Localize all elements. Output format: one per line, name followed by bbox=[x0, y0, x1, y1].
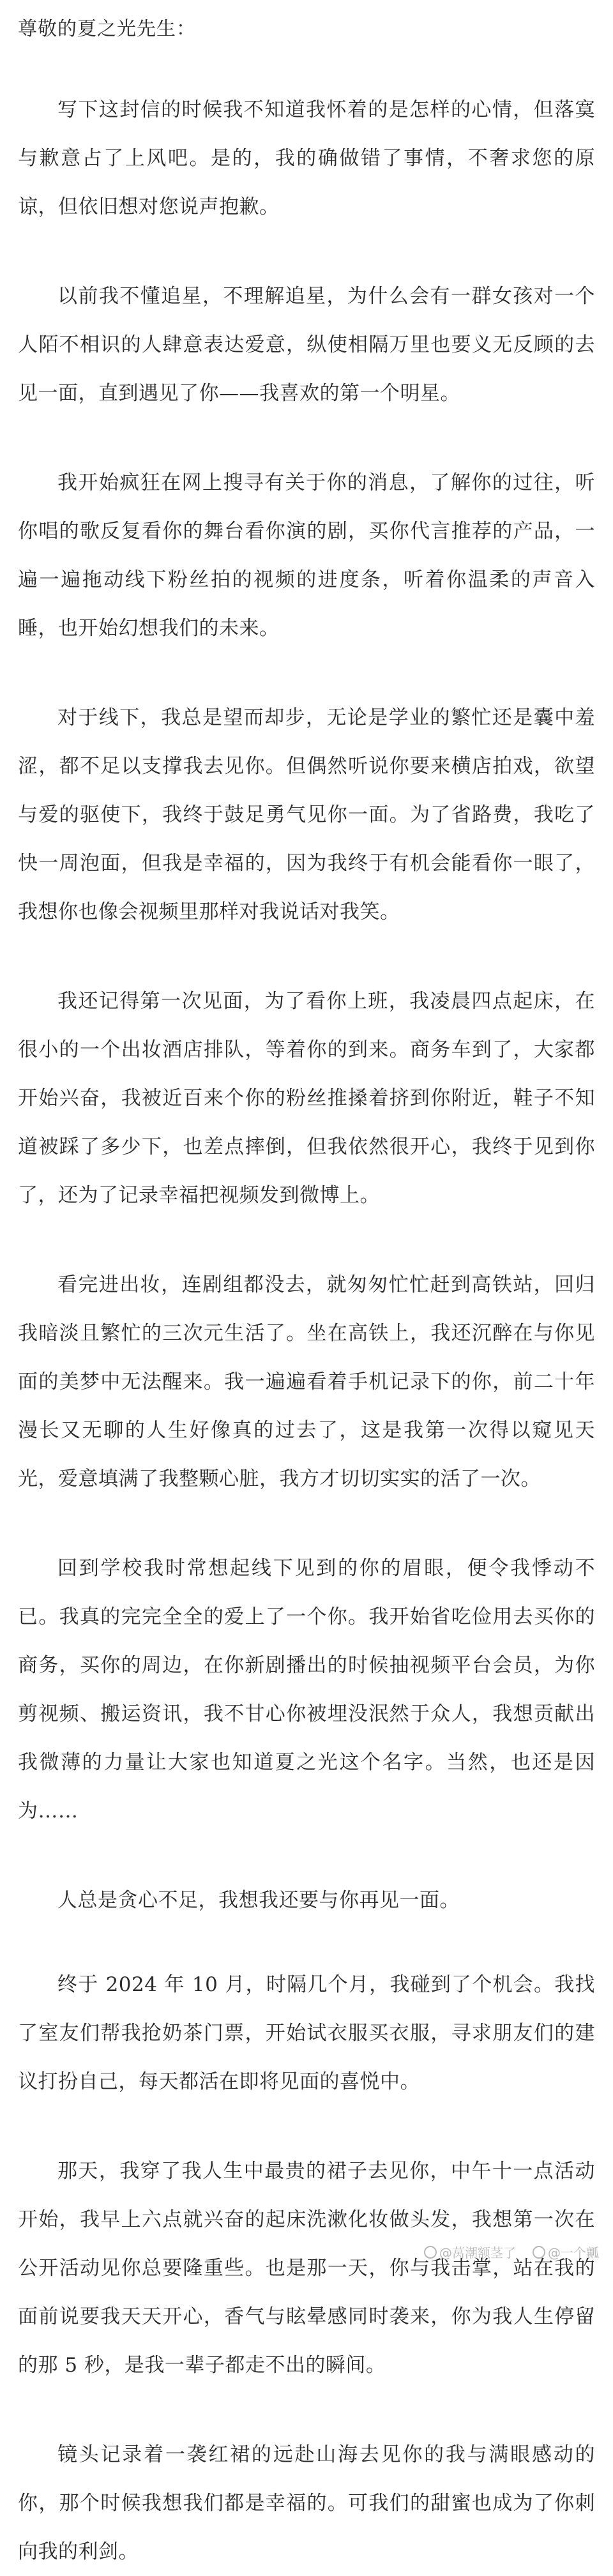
letter-salutation: 尊敬的夏之光先生： bbox=[18, 18, 196, 40]
letter-paragraph: 镜头记录着一袭红裙的远赴山海去见你的我与满眼感动的你，那个时候我想我们都是幸福的。可我们的甜蜜也成为了你刺向我的利剑。 bbox=[18, 2443, 595, 2563]
watermark-right-text: @一个瓤 bbox=[548, 2245, 599, 2261]
watermark-left bbox=[424, 2243, 516, 2261]
letter-paragraph: 对于线下，我总是望而却步，无论是学业的繁忙还是囊中羞涩，都不足以支撑我去见你。但偶然听说你要来横店拍戏，欲望与爱的驱使下，我终于鼓足勇气见你一面。为了省路费，我吃了快一周泡面，但我是幸福的，因为我终于有机会能看你一眼了，我想你也像会视频里那样对我说话对我笑。 bbox=[18, 706, 595, 923]
watermark-right bbox=[533, 2243, 599, 2261]
letter-paragraph: 那天，我穿了我人生中最贵的裙子去见你，中午十一点活动开始，我早上六点就兴奋的起床洗漱化妆做头发，我想第一次在公开活动见你总要隆重些。也是那一天，你与我击掌，站在我的面前说要我天天开心，香气与眩晕感同时袭来，你为我人生停留的那 5 秒，是我一辈子都走不出的瞬间。 bbox=[18, 2160, 595, 2377]
watermark-group bbox=[424, 2243, 599, 2261]
letter-paragraph: 回到学校我时常想起线下见到的你的眉眼，便令我悸动不已。我真的完完全全的爱上了一个你。我开始省吃俭用去买你的商务，买你的周边，在你新剧播出的时候抽视频平台会员，为你剪视频、搬运资讯，我不甘心你被埋没泯然于众人，我想贡献出我微薄的力量让大家也知道夏之光这个名字。当然，也还是因为…… bbox=[18, 1557, 595, 1822]
letter-paragraph: 我还记得第一次见面，为了看你上班，我凌晨四点起床，在很小的一个出妆酒店排队，等着你的到来。商务车到了，大家都开始兴奋，我被近百来个你的粉丝推搡着挤到你附近，鞋子不知道被踩了多少下，也差点摔倒，但我依然很开心，我终于见到你了，还为了记录幸福把视频发到微博上。 bbox=[18, 990, 595, 1207]
letter-paragraph: 人总是贪心不足，我想我还要与你再见一面。 bbox=[57, 1889, 460, 1912]
weibo-icon bbox=[424, 2246, 437, 2259]
watermark-left-text: @莴潮额茎了 bbox=[439, 2245, 516, 2261]
letter-paragraph: 我开始疯狂在网上搜寻有关于你的消息，了解你的过往，听你唱的歌反复看你的舞台看你演的剧，买你代言推荐的产品，一遍一遍拖动线下粉丝拍的视频的进度条，听着你温柔的声音入睡，也开始幻想我们的未来。 bbox=[18, 471, 595, 640]
letter-paragraph: 以前我不懂追星，不理解追星，为什么会有一群女孩对一个人陌不相识的人肆意表达爱意，纵使相隔万里也要义无反顾的去见一面，直到遇见了你——我喜欢的第一个明星。 bbox=[18, 285, 595, 405]
letter-paragraph: 终于 2024 年 10 月，时隔几个月，我碰到了个机会。我找了室友们帮我抢奶茶门票，开始试衣服买衣服，寻求朋友们的建议打扮自己，每天都活在即将见面的喜悦中。 bbox=[18, 1973, 595, 2093]
letter-paragraph: 写下这封信的时候我不知道我怀着的是怎样的心情，但落寞与歉意占了上风吧。是的，我的确做错了事情，不奢求您的原谅，但依旧想对您说声抱歉。 bbox=[18, 98, 595, 218]
weibo-icon bbox=[533, 2246, 545, 2259]
letter-paragraph: 看完进出妆，连剧组都没去，就匆匆忙忙赶到高铁站，回归我暗淡且繁忙的三次元生活了。坐在高铁上，我还沉醉在与你见面的美梦中无法醒来。我一遍遍看着手机记录下的你，前二十年漫长又无聊的人生好像真的过去了，这是我第一次得以窥见天光，爱意填满了我整颗心脏，我方才切切实实的活了一次。 bbox=[18, 1273, 595, 1490]
